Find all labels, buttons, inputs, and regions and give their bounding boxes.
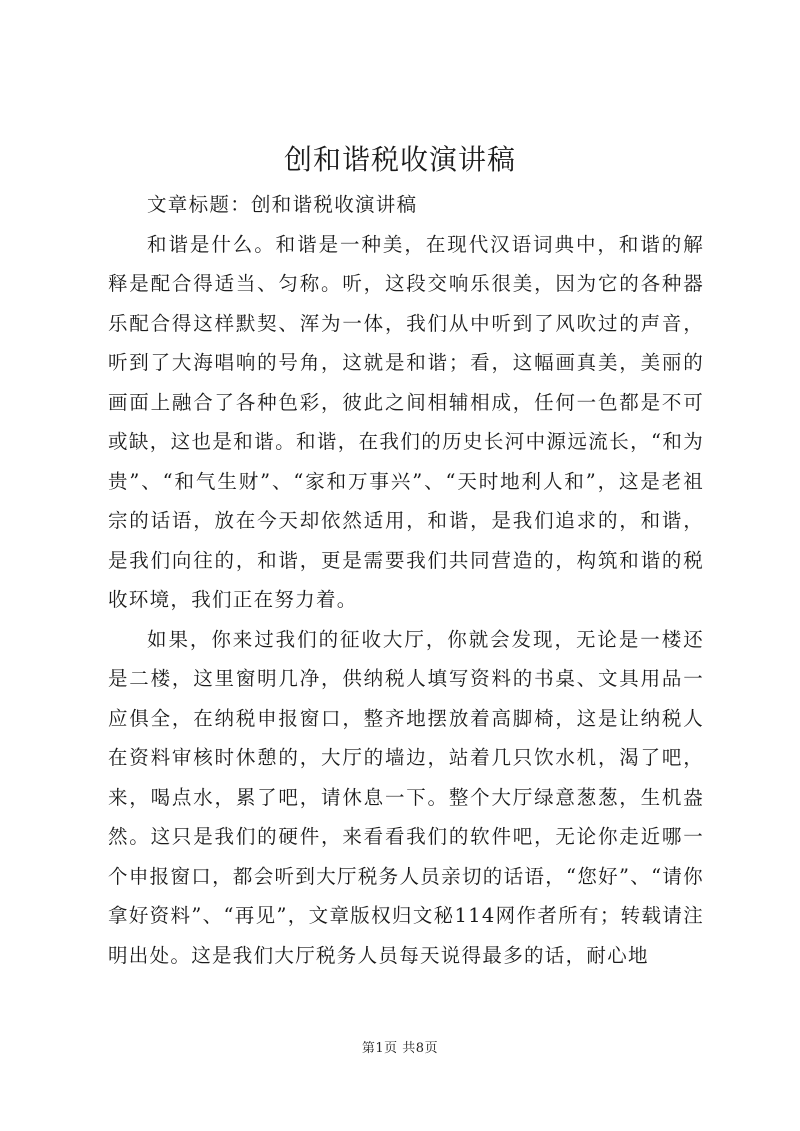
document-title: 创和谐税收演讲稿 [283,143,516,176]
article-title-line: 文章标题：创和谐税收演讲稿 [147,193,418,216]
page-indicator: 第1页 共8页 [361,1041,439,1056]
paragraph: 如果，你来过我们的征收大厅，你就会发现，无论是一楼还是二楼，这里窗明几净，供纳税人填写资料的书桌、文具用品一应俱全，在纳税申报窗口，整齐地摆放着高脚椅，这是让纳税人在资料审核时休憩的，大厅的墙边，站着几只饮水机，渴了吧，来，喝点水，累了吧，请休息一下。整个大厅绿意葱葱，生机盎然。这只是我们的硬件，来看看我们的软件吧，无论你走近哪一个申报窗口，都会听到大厅税务人员亲切的话语，“您好”、“请你拿好资料”、“再见”，文章版权归文秘114网作者所有；转载请注明出处。这是我们大厅税务人员每天说得最多的话，耐心地 [108,627,704,967]
paragraph: 和谐是什么。和谐是一种美，在现代汉语词典中，和谐的解释是配合得适当、匀称。听，这段交响乐很美，因为它的各种器乐配合得这样默契、浑为一体，我们从中听到了风吹过的声音，听到了大海唱响的号角，这就是和谐；看，这幅画真美，美丽的画面上融合了各种色彩，彼此之间相辅相成，任何一色都是不可或缺，这也是和谐。和谐，在我们的历史长河中源远流长，“和为贵”、“和气生财”、“家和万事兴”、“天时地利人和”，这是老祖宗的话语，放在今天却依然适用，和谐，是我们追求的，和谐，是我们向往的，和谐，更是需要我们共同营造的，构筑和谐的税收环境，我们正在努力着。 [108,232,704,611]
document-body [108,185,704,975]
